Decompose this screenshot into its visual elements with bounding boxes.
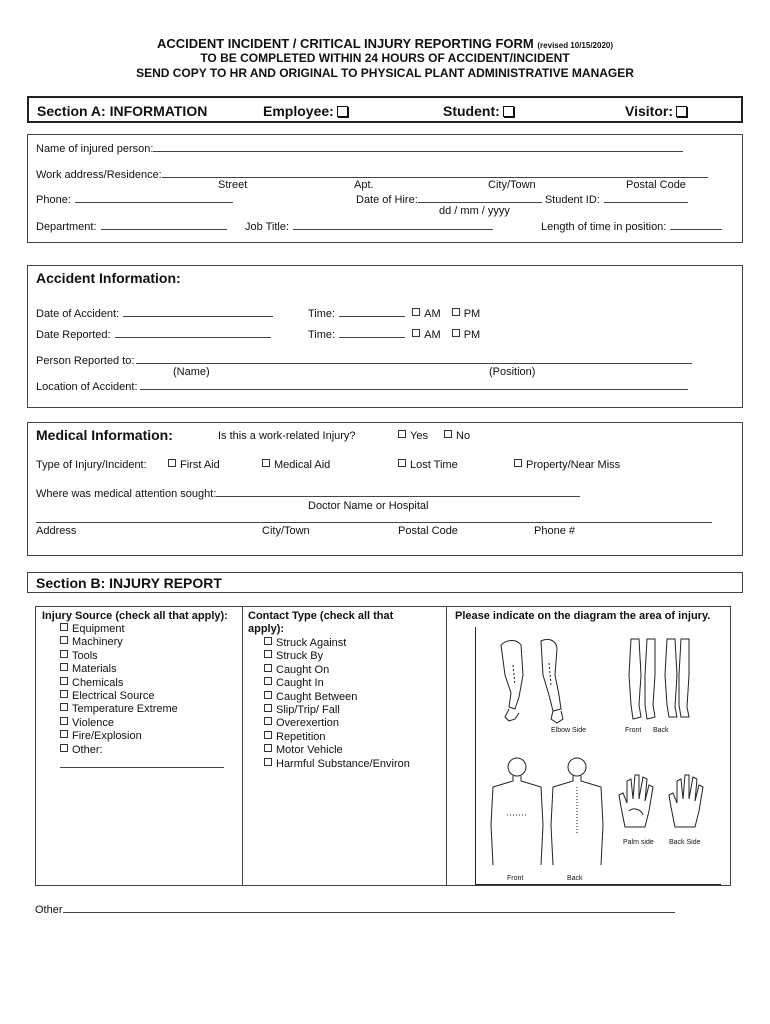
no-label: No (456, 430, 471, 442)
name-caption: (Name) (173, 366, 210, 378)
section-a-header (27, 96, 743, 123)
time-accident-pm[interactable] (452, 308, 481, 320)
injury-source-label: Materials (72, 663, 117, 676)
injury-source-label: Other: (72, 743, 103, 756)
contact-type-label: Caught In (276, 677, 324, 690)
contact-type-item[interactable] (264, 704, 410, 717)
contact-type-label: Caught On (276, 663, 330, 676)
injured-name-label: Name of injured person: (36, 143, 154, 155)
where-sought-label: Where was medical attention sought: (36, 488, 217, 500)
torso-front-label: Front (507, 875, 524, 882)
student-option[interactable] (443, 103, 514, 119)
contact-type-item[interactable] (264, 664, 410, 677)
contact-type-item[interactable] (264, 744, 410, 757)
contact-type-checkbox[interactable] (264, 704, 272, 712)
injury-source-checkbox[interactable] (60, 703, 68, 711)
date-reported-row (36, 327, 271, 341)
hands-diagram-icon[interactable] (615, 767, 715, 835)
time-reported-row (308, 327, 480, 341)
city-caption: City/Town (488, 179, 536, 191)
location-label: Location of Accident: (36, 381, 138, 393)
doctor-caption: Doctor Name or Hospital (308, 500, 429, 512)
information-box (27, 134, 743, 243)
pm-checkbox[interactable] (452, 329, 460, 337)
injury-source-item[interactable] (60, 650, 178, 663)
yes-option[interactable] (398, 430, 428, 442)
elbow-side-label: Elbow Side (551, 727, 587, 734)
location-row (36, 379, 688, 393)
contact-type-checkbox[interactable] (264, 758, 272, 766)
contact-type-item[interactable] (264, 650, 410, 663)
contact-type-item[interactable] (264, 691, 410, 704)
work-address-field[interactable] (162, 167, 708, 178)
property-option[interactable] (514, 459, 620, 471)
contact-type-checkbox[interactable] (264, 744, 272, 752)
no-option[interactable] (444, 430, 470, 442)
injury-source-label: Fire/Explosion (72, 730, 142, 743)
injury-diagram-column (447, 607, 731, 885)
property-label: Property/Near Miss (526, 459, 621, 471)
diagram-frame-bottom (475, 884, 721, 885)
accident-info-title-text: Accident Information: (36, 270, 181, 286)
contact-type-checkbox[interactable] (264, 717, 272, 725)
injury-source-checkbox[interactable] (60, 690, 68, 698)
contact-type-checkbox[interactable] (264, 691, 272, 699)
contact-type-label: Motor Vehicle (276, 744, 343, 757)
phone-label: Phone: (36, 194, 71, 206)
medical-aid-checkbox[interactable] (262, 459, 270, 467)
other-source-field[interactable] (60, 759, 224, 768)
where-sought-field[interactable] (216, 486, 580, 497)
phone-field[interactable] (75, 192, 233, 203)
time-reported-am[interactable] (412, 329, 441, 341)
contact-type-checkbox[interactable] (264, 664, 272, 672)
contact-type-title: Contact Type (check all that (248, 610, 394, 622)
legs-diagram-icon[interactable] (625, 635, 695, 723)
section-b-header (27, 572, 743, 593)
injury-source-checkbox[interactable] (60, 636, 68, 644)
job-title-label: Job Title: (245, 221, 290, 233)
injury-type-label: Type of Injury/Incident: (36, 459, 147, 471)
job-title-row (245, 219, 493, 233)
revision-date: (revised 10/15/2020) (537, 41, 613, 50)
form-title-text: ACCIDENT INCIDENT / CRITICAL INJURY REPORTING FORM (156, 36, 534, 51)
employee-checkbox[interactable] (337, 106, 348, 117)
contact-type-list (264, 637, 410, 771)
work-related-question: Is this a work-related Injury? (218, 430, 356, 442)
medical-aid-label: Medical Aid (274, 459, 331, 471)
student-id-label: Student ID: (544, 194, 600, 206)
injury-source-item[interactable] (60, 744, 178, 757)
first-aid-checkbox[interactable] (168, 459, 176, 467)
injury-source-item[interactable] (60, 730, 178, 743)
person-reported-field[interactable] (136, 353, 692, 364)
section-b-title: Section B: INJURY REPORT (36, 575, 222, 591)
medical-information-box (27, 422, 743, 556)
injury-source-checkbox[interactable] (60, 677, 68, 685)
time-accident-am[interactable] (412, 308, 441, 320)
date-hire-field[interactable] (418, 192, 542, 203)
contact-type-label: Repetition (276, 730, 326, 743)
position-caption: (Position) (489, 366, 536, 378)
am-checkbox[interactable] (412, 308, 420, 316)
location-field[interactable] (140, 379, 688, 390)
pm-label: PM (463, 308, 481, 320)
injury-source-label: Chemicals (72, 676, 124, 689)
contact-type-checkbox[interactable] (264, 677, 272, 685)
address-caption: Address (36, 525, 77, 537)
am-label: AM (424, 308, 441, 320)
am-checkbox[interactable] (412, 329, 420, 337)
back-side-label: Back Side (669, 839, 701, 846)
job-title-field[interactable] (293, 219, 493, 230)
medical-info-title: Medical Information: (36, 427, 173, 443)
other-field[interactable] (63, 902, 675, 913)
contact-type-checkbox[interactable] (264, 731, 272, 739)
injury-source-label: Violence (72, 716, 114, 729)
instruction-line-2: SEND COPY TO HR AND ORIGINAL TO PHYSICAL PLANT ADMINISTRATIVE MANAGER (136, 66, 634, 80)
date-reported-label: Date Reported: (36, 329, 111, 341)
date-hire-row (356, 192, 688, 206)
medical-aid-option[interactable] (262, 459, 330, 471)
diagram-frame (475, 627, 476, 885)
pm-checkbox[interactable] (452, 308, 460, 316)
other-label: Other (35, 904, 63, 916)
contact-type-label: Harmful Substance/Environ (276, 757, 410, 770)
phone-caption: Phone # (534, 525, 575, 537)
time-reported-field[interactable] (339, 327, 405, 338)
contact-type-checkbox[interactable] (264, 650, 272, 658)
legs-front-label: Front (625, 727, 642, 734)
lost-time-label: Lost Time (410, 459, 458, 471)
injury-source-column (36, 607, 243, 885)
injured-name-field[interactable] (153, 141, 683, 152)
date-accident-row (36, 306, 273, 320)
section-a-title: Section A: INFORMATION (37, 103, 208, 119)
contact-type-checkbox[interactable] (264, 637, 272, 645)
injury-source-label: Tools (72, 649, 98, 662)
student-id-field[interactable] (604, 192, 688, 203)
time-reported-label: Time: (308, 329, 336, 341)
injury-source-checkbox[interactable] (60, 663, 68, 671)
torso-diagram-icon[interactable] (483, 755, 613, 867)
student-checkbox[interactable] (503, 106, 514, 117)
employee-label: Employee: (263, 103, 334, 119)
injury-source-checkbox[interactable] (60, 730, 68, 738)
contact-type-label: Slip/Trip/ Fall (276, 703, 340, 716)
am-label: AM (424, 329, 441, 341)
first-aid-option[interactable] (168, 459, 220, 471)
injury-source-list (60, 623, 178, 757)
accident-info-title (36, 270, 181, 286)
time-reported-pm[interactable] (452, 329, 481, 341)
contact-type-item[interactable] (264, 637, 410, 650)
injury-source-item[interactable] (60, 717, 178, 730)
diagram-title: Please indicate on the diagram the area of injury. (455, 610, 711, 622)
palm-side-label: Palm side (623, 839, 654, 846)
work-address-label: Work address/Residence: (36, 169, 162, 181)
postal-caption: Postal Code (626, 179, 686, 191)
department-field[interactable] (101, 219, 227, 230)
injury-source-label: Equipment (72, 623, 125, 635)
injury-source-checkbox[interactable] (60, 744, 68, 752)
injury-source-item[interactable] (60, 663, 178, 676)
contact-type-title-2: apply): (248, 623, 285, 635)
date-hire-label: Date of Hire: (356, 194, 418, 206)
length-position-field[interactable] (670, 219, 722, 230)
phone-row (36, 192, 233, 206)
contact-type-label: Struck Against (276, 637, 347, 649)
injury-source-item[interactable] (60, 623, 178, 636)
contact-type-label: Struck By (276, 650, 324, 663)
visitor-checkbox[interactable] (676, 106, 687, 117)
contact-type-label: Overexertion (276, 717, 339, 730)
torso-back-label: Back (567, 875, 583, 882)
date-reported-field[interactable] (115, 327, 271, 338)
contact-type-item[interactable] (264, 677, 410, 690)
injury-source-checkbox[interactable] (60, 717, 68, 725)
form-title (0, 36, 770, 51)
person-reported-label: Person Reported to: (36, 355, 135, 367)
injury-source-title: Injury Source (check all that apply): (42, 610, 228, 622)
department-row (36, 219, 227, 233)
length-position-label: Length of time in position: (541, 221, 667, 233)
employee-option[interactable] (263, 103, 348, 119)
date-format-caption: dd / mm / yyyy (439, 205, 510, 217)
contact-type-item[interactable] (264, 758, 410, 771)
no-checkbox[interactable] (444, 430, 452, 438)
property-checkbox[interactable] (514, 459, 522, 467)
where-sought-row (36, 486, 580, 500)
injured-name-row (36, 141, 683, 155)
date-accident-label: Date of Accident: (36, 308, 120, 320)
visitor-option[interactable] (625, 103, 687, 119)
department-label: Department: (36, 221, 97, 233)
street-caption: Street (218, 179, 248, 191)
injury-source-checkbox[interactable] (60, 623, 68, 631)
injury-source-label: Machinery (72, 636, 123, 649)
injury-source-checkbox[interactable] (60, 650, 68, 658)
injury-source-item[interactable] (60, 677, 178, 690)
contact-type-item[interactable] (264, 731, 410, 744)
injury-source-item[interactable] (60, 690, 178, 703)
injury-source-item[interactable] (60, 703, 178, 716)
apt-caption: Apt. (354, 179, 374, 191)
injury-source-label: Temperature Extreme (72, 703, 178, 716)
accident-information-box (27, 265, 743, 408)
lost-time-checkbox[interactable] (398, 459, 406, 467)
injury-source-label: Electrical Source (72, 689, 155, 702)
contact-type-column (242, 607, 447, 885)
time-accident-label: Time: (308, 308, 336, 320)
first-aid-label: First Aid (180, 459, 220, 471)
student-label: Student: (443, 103, 500, 119)
postal-caption: Postal Code (398, 525, 458, 537)
city-caption: City/Town (262, 525, 310, 537)
arms-diagram-icon[interactable] (495, 635, 577, 727)
injury-report-table (35, 606, 731, 886)
other-row (35, 902, 675, 916)
length-position-row (541, 219, 722, 233)
injury-source-item[interactable] (60, 636, 178, 649)
visitor-label: Visitor: (625, 103, 673, 119)
person-reported-row (36, 353, 692, 367)
legs-back-label: Back (653, 727, 669, 734)
date-accident-field[interactable] (123, 306, 273, 317)
contact-type-label: Caught Between (276, 690, 358, 703)
pm-label: PM (463, 329, 481, 341)
lost-time-option[interactable] (398, 459, 458, 471)
contact-type-item[interactable] (264, 717, 410, 730)
time-accident-row (308, 306, 480, 320)
yes-label: Yes (410, 430, 428, 442)
time-accident-field[interactable] (339, 306, 405, 317)
address-field[interactable] (36, 512, 712, 523)
yes-checkbox[interactable] (398, 430, 406, 438)
instruction-line-1: TO BE COMPLETED WITHIN 24 HOURS OF ACCIDENT/INCIDENT (200, 51, 570, 65)
